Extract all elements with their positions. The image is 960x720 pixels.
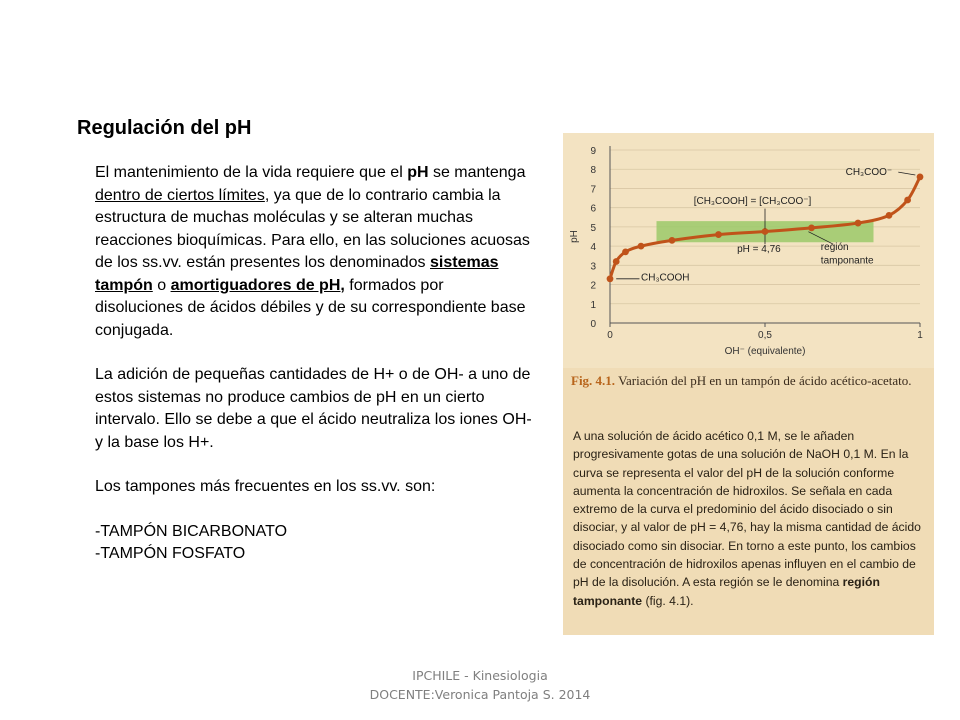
y-tick-label: 8	[590, 165, 596, 177]
footer	[0, 666, 960, 704]
data-point	[762, 228, 769, 235]
description-text: A una solución de ácido acético 0,1 M, se le añaden progresivamente gotas de una solución de NaOH 0,1 M. En la curva se representa el valor del pH de la solución conforme aumenta la concentración de hidroxilos. Se señala en cada extremo de la curva el predominio del ácido disociado o sin disociar, y al valor de pH = 4,76, hay la misma cantidad de ácido disociado como sin disociar. En torno a este punto, los cambios de concentración de hidroxilos apenas influyen en el cambio de pH de la disolución. A esta región se le denomina	[573, 429, 921, 590]
underlined-buffer-systems: sistemas tampón	[95, 254, 499, 294]
y-tick-label: 3	[590, 261, 596, 273]
label-region: región	[820, 241, 849, 253]
x-tick-label: 0,5	[758, 330, 772, 341]
text-run: , ya que de lo contrario cambia la estructura de muchas moléculas y se alteran muchas reacciones bioquímicas. Para ello, en las soluciones acuosas de los ss.vv. están presentes los denominados	[95, 186, 530, 271]
description-text-end: (fig. 4.1).	[642, 593, 694, 608]
label-ch3coo: CH₃COO⁻	[845, 166, 893, 178]
list-item-bicarbonate: -TAMPÓN BICARBONATO	[95, 522, 288, 540]
data-point	[886, 212, 893, 219]
list-item-phosphate: -TAMPÓN FOSFATO	[95, 545, 246, 562]
underlined-ph-buffers: amortiguadores de pH,	[170, 276, 345, 294]
x-axis-label: OH⁻ (equivalente)	[724, 346, 806, 357]
data-point	[808, 224, 815, 231]
label-region-2: tamponante	[820, 255, 874, 267]
label-equal-concentration: [CH₃COOH] = [CH₃COO⁻]	[693, 195, 812, 207]
footer-line-2: DOCENTE:Veronica Pantoja S. 2014	[369, 687, 591, 702]
y-tick-label: 6	[590, 203, 596, 215]
data-point	[613, 258, 620, 265]
label-ph-value: pH = 4,76	[737, 243, 781, 255]
footer-line-1: IPCHILE - Kinesiologia	[412, 668, 548, 683]
data-point	[715, 231, 722, 238]
titration-chart	[563, 133, 934, 368]
text-run: se mantenga	[428, 164, 526, 181]
data-point	[669, 237, 676, 244]
y-axis-label: pH	[569, 230, 580, 243]
y-tick-label: 1	[590, 299, 596, 311]
y-tick-label: 5	[590, 222, 596, 234]
caption-text: Variación del pH en un tampón de ácido acético-acetato.	[615, 373, 912, 388]
data-point	[904, 197, 911, 204]
data-point	[638, 243, 645, 250]
y-tick-label: 0	[590, 319, 596, 330]
caption-label: Fig. 4.1.	[571, 373, 616, 388]
paragraph-addition: La adición de pequeñas cantidades de H+ o de OH- a uno de estos sistemas no produce cambios de pH en un cierto intervalo. Ello se debe a que el ácido neutraliza los iones OH- y la base los H+.	[95, 366, 532, 451]
paragraph-frequent: Los tampones más frecuentes en los ss.vv. son:	[95, 478, 436, 495]
data-point	[855, 220, 862, 227]
page-title: Regulación del pH	[77, 117, 252, 139]
x-tick-label: 1	[917, 330, 923, 341]
y-tick-label: 7	[590, 184, 596, 196]
figure-caption	[571, 371, 929, 390]
text-run: formados por disoluciones de ácidos débiles y de su correspondiente base conjugada.	[95, 276, 526, 339]
y-tick-label: 2	[590, 280, 596, 292]
figure-description	[573, 427, 929, 610]
text-run: El mantenimiento de la vida requiere que el	[95, 164, 408, 181]
description-bold: región tamponante	[573, 575, 880, 608]
label-ch3cooh: CH₃COOH	[641, 272, 690, 284]
underlined-limits: dentro de ciertos límites	[95, 186, 265, 204]
body-text	[95, 162, 535, 566]
data-point	[622, 248, 629, 255]
text-run: o	[152, 276, 171, 294]
data-point	[917, 174, 924, 181]
y-tick-label: 4	[590, 242, 596, 254]
y-tick-label: 9	[590, 146, 596, 157]
x-tick-label: 0	[607, 330, 613, 341]
data-point	[607, 275, 614, 282]
paragraph-intro	[95, 162, 535, 342]
textbook-figure	[563, 133, 934, 635]
ph-bold: pH	[407, 164, 429, 181]
